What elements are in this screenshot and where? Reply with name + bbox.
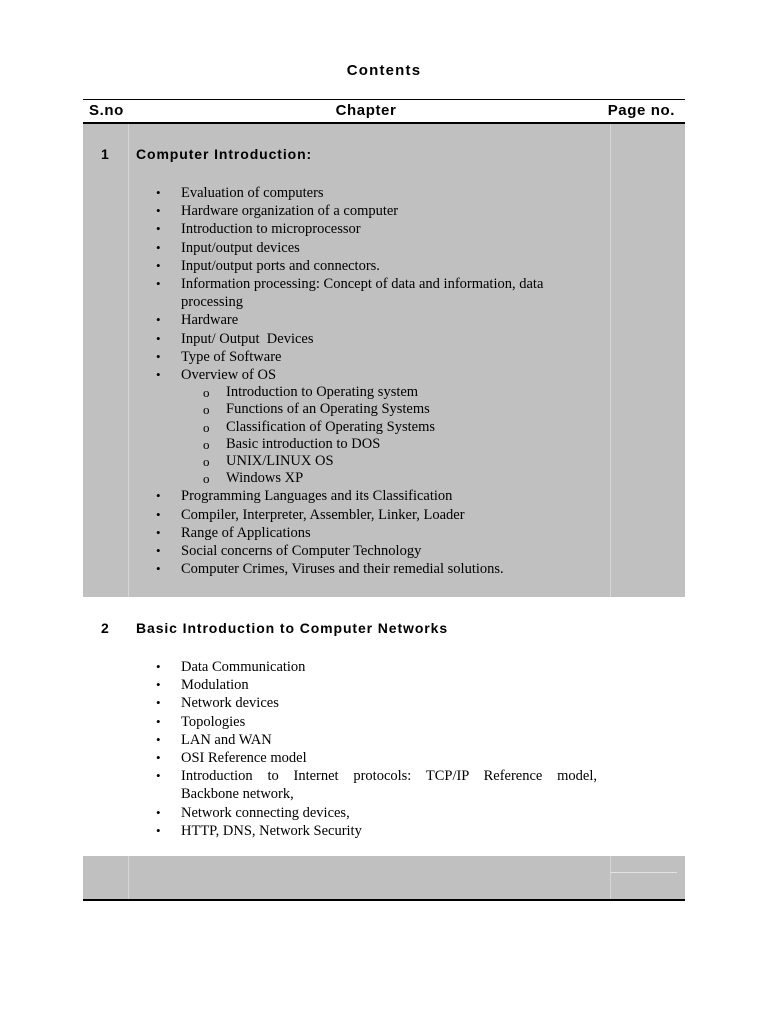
list-item: • HTTP, DNS, Network Security bbox=[156, 822, 362, 839]
list-item: • Topologies bbox=[156, 713, 246, 730]
header-sno: S.no bbox=[89, 102, 124, 119]
bullet-icon: • bbox=[156, 185, 161, 200]
bullet-icon: • bbox=[156, 731, 161, 747]
list-item: • Input/output ports and connectors. bbox=[156, 257, 380, 274]
sno-column bbox=[83, 124, 129, 597]
list-item: • Input/output devices bbox=[156, 239, 300, 256]
section-title: Basic Introduction to Computer Networks bbox=[136, 620, 449, 636]
list-item: • Input/ Output Devices bbox=[156, 330, 314, 347]
list-item: • Introduction to microprocessor bbox=[156, 221, 361, 238]
section-number: 1 bbox=[101, 146, 109, 162]
sub-list-item: o Basic introduction to DOS bbox=[203, 435, 381, 452]
list-item: • LAN and WAN bbox=[156, 731, 272, 748]
circle-bullet-icon: o bbox=[203, 436, 210, 452]
bullet-icon: • bbox=[156, 348, 161, 364]
bullet-icon: • bbox=[156, 677, 161, 693]
list-item: • Hardware organization of a computer bbox=[156, 203, 399, 220]
bullet-icon: • bbox=[156, 221, 161, 237]
bullet-icon: • bbox=[156, 804, 161, 820]
header-page-no: Page no. bbox=[607, 102, 675, 119]
list-item: • OSI Reference model bbox=[156, 750, 307, 767]
list-item: • Information processing: Concept of data and information, data processing bbox=[156, 276, 544, 311]
bullet-icon: • bbox=[156, 276, 161, 292]
list-item: • Network connecting devices, bbox=[156, 804, 350, 821]
bullet-icon: • bbox=[156, 695, 161, 711]
list-item: • Data Communication bbox=[156, 659, 306, 675]
footer-shading bbox=[83, 856, 685, 899]
bullet-icon: • bbox=[156, 257, 161, 273]
sno-column bbox=[83, 856, 129, 899]
bullet-icon: • bbox=[156, 713, 161, 729]
bullet-icon: • bbox=[156, 768, 161, 784]
section-2-topics bbox=[153, 658, 597, 840]
bullet-icon: • bbox=[156, 543, 161, 559]
table-header bbox=[83, 100, 685, 122]
circle-bullet-icon: o bbox=[203, 385, 210, 401]
section-1-topics bbox=[153, 184, 597, 578]
section-title: Computer Introduction: bbox=[136, 146, 313, 162]
bullet-icon: • bbox=[156, 239, 161, 255]
circle-bullet-icon: o bbox=[203, 419, 210, 435]
bullet-icon: • bbox=[156, 750, 161, 766]
header-chapter: Chapter bbox=[335, 102, 397, 119]
contents-title: Contents bbox=[346, 62, 422, 79]
list-item: • Programming Languages and its Classification bbox=[156, 488, 453, 505]
sub-list-item: o Introduction to Operating system bbox=[203, 384, 419, 401]
list-item: • Computer Crimes, Viruses and their remedial solutions. bbox=[156, 561, 504, 578]
bullet-icon: • bbox=[156, 488, 161, 504]
bullet-icon: • bbox=[156, 312, 161, 328]
table-bottom-rule bbox=[83, 899, 685, 901]
bullet-icon: • bbox=[156, 203, 161, 219]
sub-list-item: o Classification of Operating Systems bbox=[203, 418, 436, 435]
section-number: 2 bbox=[101, 620, 109, 636]
bullet-icon: • bbox=[156, 524, 161, 540]
bullet-icon: • bbox=[156, 659, 161, 674]
circle-bullet-icon: o bbox=[203, 471, 210, 487]
list-item: • Social concerns of Computer Technology bbox=[156, 543, 422, 560]
bullet-icon: • bbox=[156, 367, 161, 383]
sub-list-item: o UNIX/LINUX OS bbox=[203, 453, 334, 470]
bullet-icon: • bbox=[156, 506, 161, 522]
list-item: • Type of Software bbox=[156, 348, 282, 365]
list-item: • Range of Applications bbox=[156, 524, 311, 541]
page-column bbox=[610, 124, 686, 597]
list-item: • Compiler, Interpreter, Assembler, Linker, Loader bbox=[156, 506, 465, 523]
bullet-icon: • bbox=[156, 330, 161, 346]
list-item: • Modulation bbox=[156, 677, 249, 694]
bullet-icon: • bbox=[156, 561, 161, 577]
list-item: • Overview of OS o Introduction to Operating system o Functions of an Operating Systems o Classification of Operating Systems o Basic introduction to DOS o UNIX/LINUX OS o Windows XP bbox=[153, 366, 597, 487]
list-item: • Network devices bbox=[156, 695, 279, 712]
circle-bullet-icon: o bbox=[203, 402, 210, 418]
sub-list-item: o Windows XP bbox=[203, 470, 304, 487]
bullet-icon: • bbox=[156, 822, 161, 838]
page-cell-mark bbox=[611, 856, 677, 873]
list-item: • Evaluation of computers bbox=[156, 185, 324, 201]
circle-bullet-icon: o bbox=[203, 454, 210, 470]
os-subtopics bbox=[181, 384, 597, 487]
list-item: • Hardware bbox=[156, 312, 239, 329]
list-item: • Introduction to Internet protocols: TCP/IP Reference model, Backbone network, bbox=[156, 768, 597, 803]
sub-list-item: o Functions of an Operating Systems bbox=[203, 401, 430, 418]
